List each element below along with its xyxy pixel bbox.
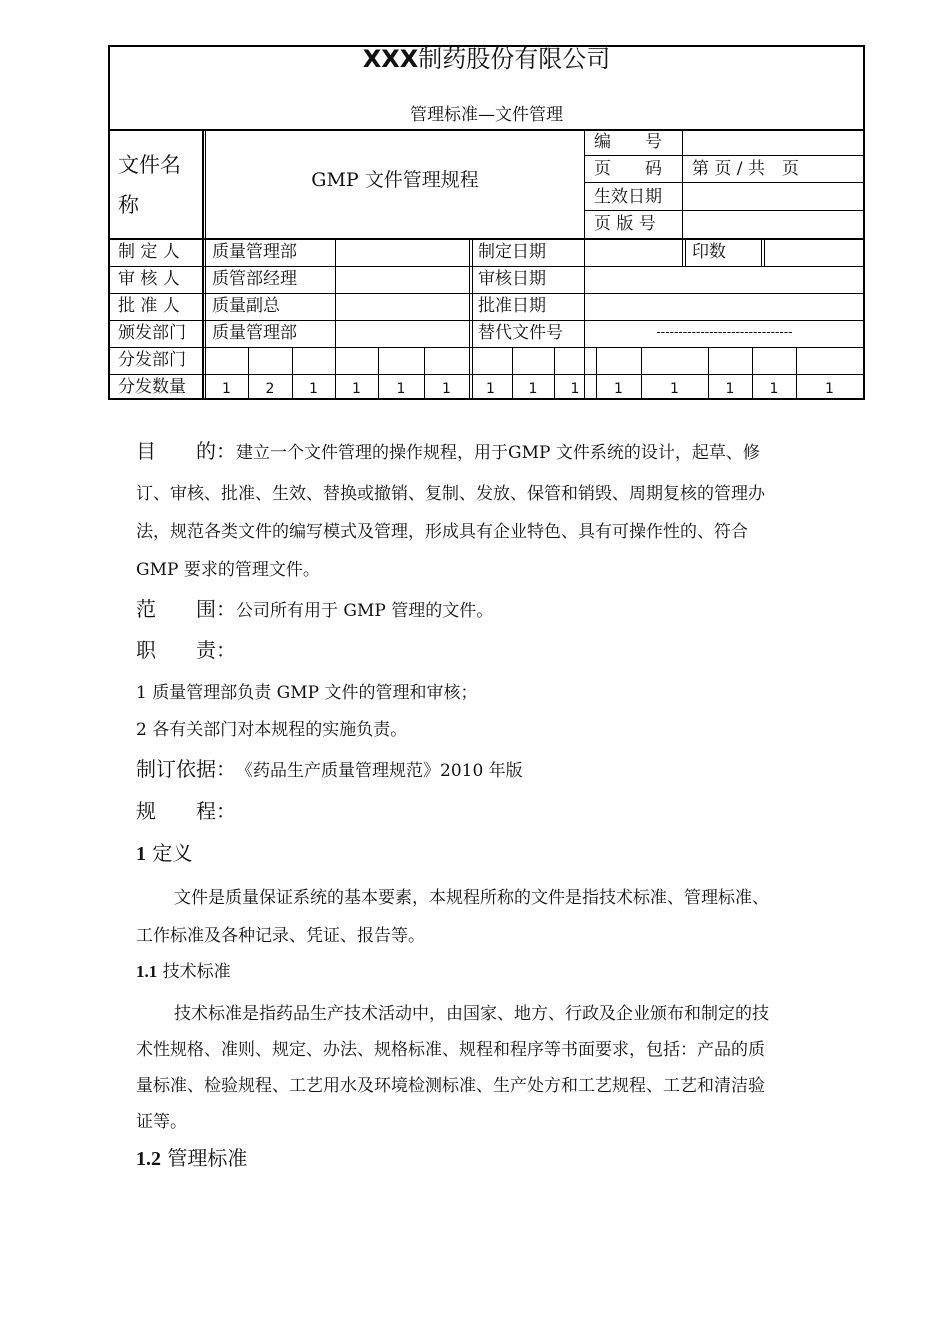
purpose-text: 建立一个文件管理的操作规程，用于GMP 文件系统的设计，起草、修 [236, 443, 760, 463]
page-value: 第 页 / 共 页 [692, 159, 799, 179]
rule-person-col [335, 238, 336, 400]
company-name [108, 45, 865, 73]
procedure-label: 规 程： [136, 799, 236, 823]
purpose-line-1 [136, 440, 760, 464]
scope-label: 范 围： [136, 597, 236, 621]
section-title: 定义 [152, 841, 193, 865]
rule-title-col [584, 129, 585, 239]
person-value: 质量管理部 [212, 242, 297, 262]
duty-item: 2 各有关部门对本规程的实施负责。 [136, 720, 408, 740]
replaced-doc-value: ------------------------------- [656, 325, 793, 340]
header-subtitle: 管理标准—文件管理 [410, 105, 563, 125]
dist-count-cell: 1 [396, 381, 406, 397]
version-label: 页 版 号 [594, 214, 656, 234]
section-paragraph-line: 工作标准及各种记录、凭证、报告等。 [136, 926, 425, 946]
person-value: 质管部经理 [212, 269, 297, 289]
date-label: 制定日期 [478, 242, 546, 262]
rule-print-value-b [764, 238, 765, 266]
rule-meta-col [682, 129, 683, 239]
company-prefix: XXX [362, 45, 419, 73]
rule-label-col [202, 129, 204, 400]
company-suffix: 制药股份有限公司 [418, 45, 611, 73]
dist-count-cell: 1 [442, 381, 451, 397]
dist-count-cell: 1 [352, 381, 361, 397]
subsection-heading [136, 961, 231, 983]
subsection-number: 1.1 [136, 962, 158, 981]
rule-print-col-b [685, 238, 686, 266]
subsection-paragraph-line: 量标准、检验规程、工艺用水及环境检测标准、生产处方和工艺规程、工艺和清洁验 [136, 1076, 765, 1096]
role-label: 审 核 人 [118, 269, 180, 289]
scope-line [136, 598, 493, 622]
code-label: 编 号 [594, 132, 662, 152]
rule-row1-bottom [108, 266, 865, 267]
dist-count-cell: 1 [486, 381, 495, 397]
duty-label: 职 责： [136, 638, 236, 662]
basis-text: 《药品生产质量管理规范》2010 年版 [236, 761, 523, 781]
doc-name-label-line1: 文件名 [118, 153, 181, 177]
page-label: 页 码 [594, 159, 662, 179]
basis-label: 制订依据： [136, 757, 236, 781]
doc-title: GMP 文件管理规程 [311, 169, 479, 191]
effective-date-label: 生效日期 [594, 187, 662, 207]
dist-count-cell: 1 [309, 381, 318, 397]
subsection-paragraph-line: 证等。 [136, 1112, 187, 1132]
subsection-title: 管理标准 [167, 1146, 248, 1170]
document-header-table [108, 45, 865, 400]
duty-item: 1 质量管理部负责 GMP 文件的管理和审核； [136, 683, 478, 703]
rule-date-col [469, 238, 470, 400]
role-label: 颁发部门 [118, 323, 186, 343]
dist-count-cell: 1 [825, 381, 834, 397]
section-number: 1 [136, 843, 146, 865]
dist-count-cell: 1 [725, 381, 735, 397]
section-paragraph-line: 文件是质量保证系统的基本要素，本规程所称的文件是指技术标准、管理标准、 [174, 888, 769, 908]
rule-page-bottom [584, 182, 865, 183]
rule-row2-bottom [108, 293, 865, 294]
subsection-number: 1.2 [136, 1148, 161, 1170]
date-label: 替代文件号 [478, 323, 563, 343]
basis-line [136, 758, 523, 782]
date-label: 审核日期 [478, 269, 546, 289]
rule-print-col-a [682, 238, 683, 266]
subsection-paragraph-line: 术性规格、准则、规定、办法、规格标准、规程和程序等书面要求，包括：产品的质 [136, 1040, 765, 1060]
duty-line [136, 639, 236, 663]
dist-count-label: 分发数量 [118, 377, 186, 397]
role-label: 批 准 人 [118, 296, 180, 316]
rule-effective-bottom [584, 210, 865, 211]
role-label: 制 定 人 [118, 242, 180, 262]
purpose-line: GMP 要求的管理文件。 [136, 560, 320, 580]
rule-date-col-inner [472, 238, 473, 400]
purpose-label: 目 的： [136, 439, 236, 463]
subsection-paragraph-line: 技术标准是指药品生产技术活动中，由国家、地方、行政及企业颁布和制定的技 [174, 1004, 769, 1024]
dist-count-cell: 1 [528, 381, 538, 397]
section-heading [136, 842, 192, 865]
subsection-title: 技术标准 [162, 962, 231, 982]
rule-row3-bottom [108, 320, 865, 321]
procedure-line [136, 800, 236, 824]
rule-value-col [584, 238, 585, 400]
print-count-label: 印数 [692, 242, 726, 262]
scope-text: 公司所有用于 GMP 管理的文件。 [236, 601, 494, 621]
rule-print-value-a [761, 238, 762, 266]
person-value: 质量管理部 [212, 323, 297, 343]
person-value: 质量副总 [212, 296, 280, 316]
rule-name-bottom [108, 238, 865, 240]
date-label: 批准日期 [478, 296, 546, 316]
dist-dept-label: 分发部门 [118, 350, 186, 370]
rule-code-bottom [584, 155, 865, 156]
purpose-line: 订、审核、批准、生效、替换或撤销、复制、发放、保管和销毁、周期复核的管理办 [136, 484, 765, 504]
dist-count-cell: 1 [570, 381, 580, 397]
dist-count-cell: 1 [670, 381, 679, 397]
subsection-heading [136, 1147, 247, 1170]
doc-name-label-line2: 称 [118, 193, 139, 217]
dist-count-cell: 2 [265, 381, 275, 397]
dist-count-cell: 1 [222, 381, 231, 397]
dist-count-cell: 1 [769, 381, 779, 397]
dist-count-cell: 1 [614, 381, 623, 397]
rule-title-bottom [108, 129, 865, 131]
purpose-line: 法，规范各类文件的编写模式及管理，形成具有企业特色、具有可操作性的、符合 [136, 522, 748, 542]
